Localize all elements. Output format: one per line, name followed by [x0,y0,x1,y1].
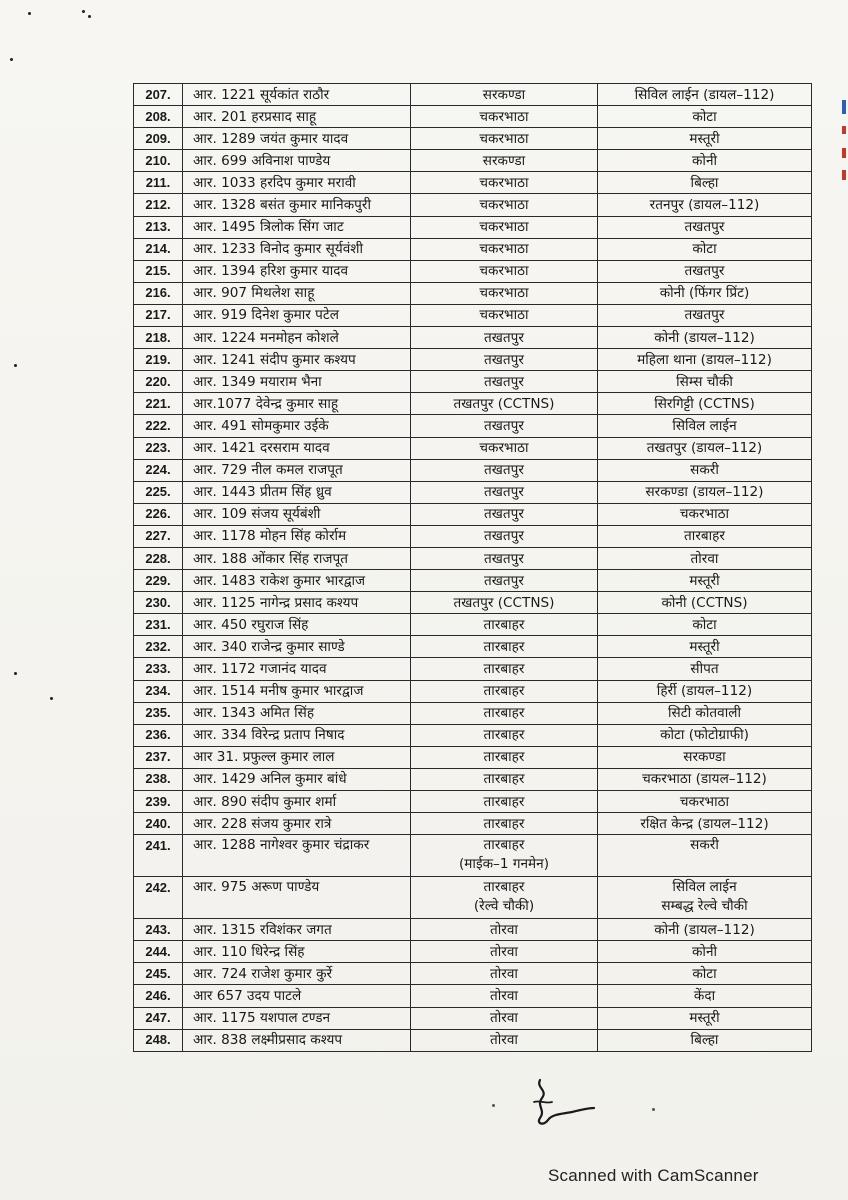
serial-number-cell: 238. [134,768,183,790]
constable-name-cell: आर. 729 नील कमल राजपूत [183,459,411,481]
table-row [134,327,812,349]
serial-number-cell: 245. [134,963,183,985]
table-row [134,724,812,746]
serial-number-cell: 241. [134,835,183,877]
table-row [134,260,812,282]
table-row [134,791,812,813]
serial-number-cell: 213. [134,216,183,238]
current-posting-cell: तखतपुर [411,459,598,481]
table-row [134,238,812,260]
serial-number-cell: 247. [134,1007,183,1029]
new-posting-cell: चकरभाठा [598,791,812,813]
new-posting-cell: कोटा (फोटोग्राफी) [598,724,812,746]
current-posting-cell: चकरभाठा [411,216,598,238]
constable-name-cell: आर. 1443 प्रीतम सिंह ध्रुव [183,481,411,503]
constable-name-cell: आर. 724 राजेश कुमार कुर्रे [183,963,411,985]
scan-speck [652,1108,655,1111]
scan-edge-red [842,126,846,134]
table-row [134,415,812,437]
new-posting-cell: कोटा [598,106,812,128]
new-posting-cell: सिविल लाईन (डायल–112) [598,84,812,106]
serial-number-cell: 229. [134,570,183,592]
serial-number-cell: 237. [134,746,183,768]
serial-number-cell: 226. [134,503,183,525]
scan-speck [28,12,31,15]
current-posting-cell: तारबाहर [411,813,598,835]
current-posting-cell: चकरभाठा [411,128,598,150]
constable-name-cell: आर. 188 ओंकार सिंह राजपूत [183,547,411,569]
table-row [134,985,812,1007]
scan-speck [88,15,91,18]
new-posting-cell: मस्तूरी [598,128,812,150]
constable-name-cell: आर. 1224 मनमोहन कोशले [183,327,411,349]
current-posting-cell: तखतपुर [411,503,598,525]
new-posting-cell: कोटा [598,238,812,260]
table-row [134,941,812,963]
table-row [134,106,812,128]
current-posting-cell: तारबाहर [411,768,598,790]
constable-name-cell: आर. 1288 नागेश्वर कुमार चंद्राकर [183,835,411,877]
new-posting-cell: मस्तूरी [598,1007,812,1029]
table-row [134,963,812,985]
table-row [134,172,812,194]
new-posting-cell: सिम्स चौकी [598,371,812,393]
table-row [134,481,812,503]
constable-name-cell: आर. 699 अविनाश पाण्डेय [183,150,411,172]
new-posting-cell: तोरवा [598,547,812,569]
new-posting-cell: कोनी [598,941,812,963]
table-row [134,304,812,326]
current-posting-cell: तखतपुर [411,415,598,437]
current-posting-cell: तारबाहर [411,746,598,768]
new-posting-cell: सिटी कोतवाली [598,702,812,724]
constable-name-cell: आर. 907 मिथलेश साहू [183,282,411,304]
table-row [134,437,812,459]
new-posting-cell: तखतपुर [598,304,812,326]
current-posting-cell: तखतपुर [411,481,598,503]
current-posting-cell: तखतपुर [411,547,598,569]
serial-number-cell: 230. [134,592,183,614]
serial-number-cell: 215. [134,260,183,282]
constable-name-cell: आर. 110 धिरेन्द्र सिंह [183,941,411,963]
table-row [134,84,812,106]
new-posting-cell: बिल्हा [598,172,812,194]
new-posting-cell: कोनी (डायल–112) [598,327,812,349]
new-posting-cell: सीपत [598,658,812,680]
constable-name-cell: आर. 109 संजय सूर्यबंशी [183,503,411,525]
current-posting-cell: तखतपुर (CCTNS) [411,393,598,415]
serial-number-cell: 208. [134,106,183,128]
constable-name-cell: आर. 1343 अमित सिंह [183,702,411,724]
constable-name-cell: आर 657 उदय पाटले [183,985,411,1007]
new-posting-cell: कोटा [598,963,812,985]
serial-number-cell: 225. [134,481,183,503]
constable-name-cell: आर. 1033 हरदिप कुमार मरावी [183,172,411,194]
table-row [134,547,812,569]
current-posting-cell: चकरभाठा [411,304,598,326]
serial-number-cell: 220. [134,371,183,393]
current-posting-cell: चकरभाठा [411,260,598,282]
current-posting-note: (माईक–1 गनमेन) [458,856,549,873]
serial-number-cell: 207. [134,84,183,106]
serial-number-cell: 217. [134,304,183,326]
table-row [134,746,812,768]
table-row [134,349,812,371]
transfer-list-body [134,84,812,1052]
current-posting-cell: तोरवा [411,1029,598,1051]
new-posting-cell: रक्षित केन्द्र (डायल–112) [598,813,812,835]
constable-name-cell: आर. 1483 राकेश कुमार भारद्वाज [183,570,411,592]
table-row [134,919,812,941]
current-posting-cell: तोरवा [411,941,598,963]
serial-number-cell: 214. [134,238,183,260]
table-row [134,636,812,658]
new-posting-cell: तारबाहर [598,525,812,547]
table-row [134,877,812,919]
current-posting-cell: तारबाहर [411,724,598,746]
table-row [134,282,812,304]
new-posting-cell: कोनी (CCTNS) [598,592,812,614]
scan-speck [14,364,17,367]
constable-name-cell: आर. 1175 यशपाल टण्डन [183,1007,411,1029]
current-posting-cell: तारबाहर [411,680,598,702]
current-posting-cell: तखतपुर [411,371,598,393]
new-posting-cell: केंदा [598,985,812,1007]
serial-number-cell: 234. [134,680,183,702]
constable-name-cell: आर. 1315 रविशंकर जगत [183,919,411,941]
constable-name-cell: आर. 1233 विनोद कुमार सूर्यवंशी [183,238,411,260]
new-posting-cell: सरकण्डा (डायल–112) [598,481,812,503]
current-posting-cell [411,835,598,877]
serial-number-cell: 236. [134,724,183,746]
constable-name-cell: आर. 1125 नागेन्द्र प्रसाद कश्यप [183,592,411,614]
scan-speck [14,672,17,675]
serial-number-cell: 221. [134,393,183,415]
table-row [134,216,812,238]
signature-mark [526,1074,598,1130]
table-row [134,835,812,877]
table-row [134,194,812,216]
new-posting-note: सम्बद्ध रेल्वे चौकी [661,898,748,915]
serial-number-cell: 242. [134,877,183,919]
scan-speck [82,10,85,13]
current-posting-cell: तारबाहर [411,658,598,680]
constable-name-cell: आर. 1289 जयंत कुमार यादव [183,128,411,150]
serial-number-cell: 231. [134,614,183,636]
current-posting-cell: चकरभाठा [411,194,598,216]
current-posting-cell: चकरभाठा [411,106,598,128]
constable-name-cell: आर.1077 देवेन्द्र कुमार साहू [183,393,411,415]
constable-name-cell: आर. 340 राजेन्द्र कुमार साण्डे [183,636,411,658]
current-posting-cell: चकरभाठा [411,238,598,260]
new-posting-cell: महिला थाना (डायल–112) [598,349,812,371]
new-posting-cell: सरकण्डा [598,746,812,768]
table-row [134,702,812,724]
constable-name-cell: आर. 491 सोमकुमार उईके [183,415,411,437]
table-row [134,459,812,481]
current-posting-cell: तारबाहर [411,702,598,724]
constable-name-cell: आर. 1429 अनिल कुमार बांधे [183,768,411,790]
serial-number-cell: 235. [134,702,183,724]
constable-name-cell: आर. 1349 मयाराम भैना [183,371,411,393]
current-posting-cell: चकरभाठा [411,437,598,459]
serial-number-cell: 216. [134,282,183,304]
new-posting-cell: सिरगिट्टी (CCTNS) [598,393,812,415]
table-row [134,393,812,415]
table-row [134,525,812,547]
new-posting-cell [598,877,812,919]
constable-name-cell: आर. 1328 बसंत कुमार मानिकपुरी [183,194,411,216]
new-posting-cell: चकरभाठा [598,503,812,525]
serial-number-cell: 244. [134,941,183,963]
scan-edge-blue [842,100,846,114]
constable-name-cell: आर. 975 अरूण पाण्डेय [183,877,411,919]
new-posting-cell: कोटा [598,614,812,636]
table-row [134,614,812,636]
current-posting-cell: चकरभाठा [411,172,598,194]
current-posting-cell: तखतपुर [411,570,598,592]
serial-number-cell: 240. [134,813,183,835]
current-posting-cell: तोरवा [411,1007,598,1029]
new-posting-cell: हिर्री (डायल–112) [598,680,812,702]
serial-number-cell: 246. [134,985,183,1007]
constable-name-cell: आर. 450 रघुराज सिंह [183,614,411,636]
new-posting-cell: कोनी (फिंगर प्रिंट) [598,282,812,304]
current-posting-cell: तोरवा [411,919,598,941]
current-posting-note: (रेल्वे चौकी) [473,898,535,915]
table-row [134,128,812,150]
current-posting-cell: तखतपुर [411,525,598,547]
serial-number-cell: 209. [134,128,183,150]
constable-name-cell: आर. 228 संजय कुमार रात्रे [183,813,411,835]
constable-name-cell: आर. 334 विरेन्द्र प्रताप निषाद [183,724,411,746]
new-posting-cell: सकरी [598,835,812,877]
serial-number-cell: 223. [134,437,183,459]
serial-number-cell: 224. [134,459,183,481]
transfer-list-table [133,83,812,1052]
current-posting-line: तारबाहर [483,837,525,854]
constable-name-cell: आर. 919 दिनेश कुमार पटेल [183,304,411,326]
current-posting-cell: तोरवा [411,985,598,1007]
serial-number-cell: 227. [134,525,183,547]
serial-number-cell: 243. [134,919,183,941]
new-posting-cell: मस्तूरी [598,636,812,658]
table-row [134,1007,812,1029]
new-posting-cell: बिल्हा [598,1029,812,1051]
table-row [134,592,812,614]
serial-number-cell: 210. [134,150,183,172]
constable-name-cell: आर 31. प्रफुल्ल कुमार लाल [183,746,411,768]
constable-name-cell: आर. 1178 मोहन सिंह कोर्राम [183,525,411,547]
constable-name-cell: आर. 838 लक्ष्मीप्रसाद कश्यप [183,1029,411,1051]
serial-number-cell: 219. [134,349,183,371]
current-posting-cell: सरकण्डा [411,150,598,172]
scanner-watermark: Scanned with CamScanner [548,1166,759,1185]
table-row [134,680,812,702]
constable-name-cell: आर. 1421 दरसराम यादव [183,437,411,459]
table-row [134,768,812,790]
current-posting-cell: तारबाहर [411,791,598,813]
serial-number-cell: 239. [134,791,183,813]
current-posting-line: तारबाहर [483,879,525,896]
current-posting-cell: तखतपुर [411,349,598,371]
constable-name-cell: आर. 1514 मनीष कुमार भारद्वाज [183,680,411,702]
serial-number-cell: 232. [134,636,183,658]
table-row [134,371,812,393]
new-posting-cell: कोनी [598,150,812,172]
serial-number-cell: 228. [134,547,183,569]
new-posting-cell: कोनी (डायल–112) [598,919,812,941]
scan-edge-red [842,170,846,180]
new-posting-cell: मस्तूरी [598,570,812,592]
current-posting-cell: सरकण्डा [411,84,598,106]
scan-edge-red [842,148,846,158]
scan-speck [50,697,53,700]
current-posting-cell: तारबाहर [411,636,598,658]
constable-name-cell: आर. 1241 संदीप कुमार कश्यप [183,349,411,371]
new-posting-line: सिविल लाईन [672,879,737,896]
constable-name-cell: आर. 1221 सूर्यकांत राठौर [183,84,411,106]
new-posting-cell: रतनपुर (डायल–112) [598,194,812,216]
new-posting-cell: सिविल लाईन [598,415,812,437]
constable-name-cell: आर. 201 हरप्रसाद साहू [183,106,411,128]
table-row [134,813,812,835]
constable-name-cell: आर. 1495 त्रिलोक सिंग जाट [183,216,411,238]
new-posting-cell: चकरभाठा (डायल–112) [598,768,812,790]
new-posting-cell: तखतपुर [598,216,812,238]
scan-speck [492,1104,495,1107]
scan-speck [10,58,13,61]
serial-number-cell: 248. [134,1029,183,1051]
table-row [134,150,812,172]
current-posting-cell [411,877,598,919]
serial-number-cell: 211. [134,172,183,194]
serial-number-cell: 233. [134,658,183,680]
current-posting-cell: तोरवा [411,963,598,985]
constable-name-cell: आर. 890 संदीप कुमार शर्मा [183,791,411,813]
current-posting-cell: तारबाहर [411,614,598,636]
constable-name-cell: आर. 1394 हरिश कुमार यादव [183,260,411,282]
serial-number-cell: 212. [134,194,183,216]
table-row [134,570,812,592]
serial-number-cell: 222. [134,415,183,437]
constable-name-cell: आर. 1172 गजानंद यादव [183,658,411,680]
table-row [134,658,812,680]
new-posting-cell: सकरी [598,459,812,481]
table-row [134,1029,812,1051]
current-posting-cell: चकरभाठा [411,282,598,304]
new-posting-cell: तखतपुर (डायल–112) [598,437,812,459]
new-posting-cell: तखतपुर [598,260,812,282]
current-posting-cell: तखतपुर [411,327,598,349]
current-posting-cell: तखतपुर (CCTNS) [411,592,598,614]
serial-number-cell: 218. [134,327,183,349]
table-row [134,503,812,525]
